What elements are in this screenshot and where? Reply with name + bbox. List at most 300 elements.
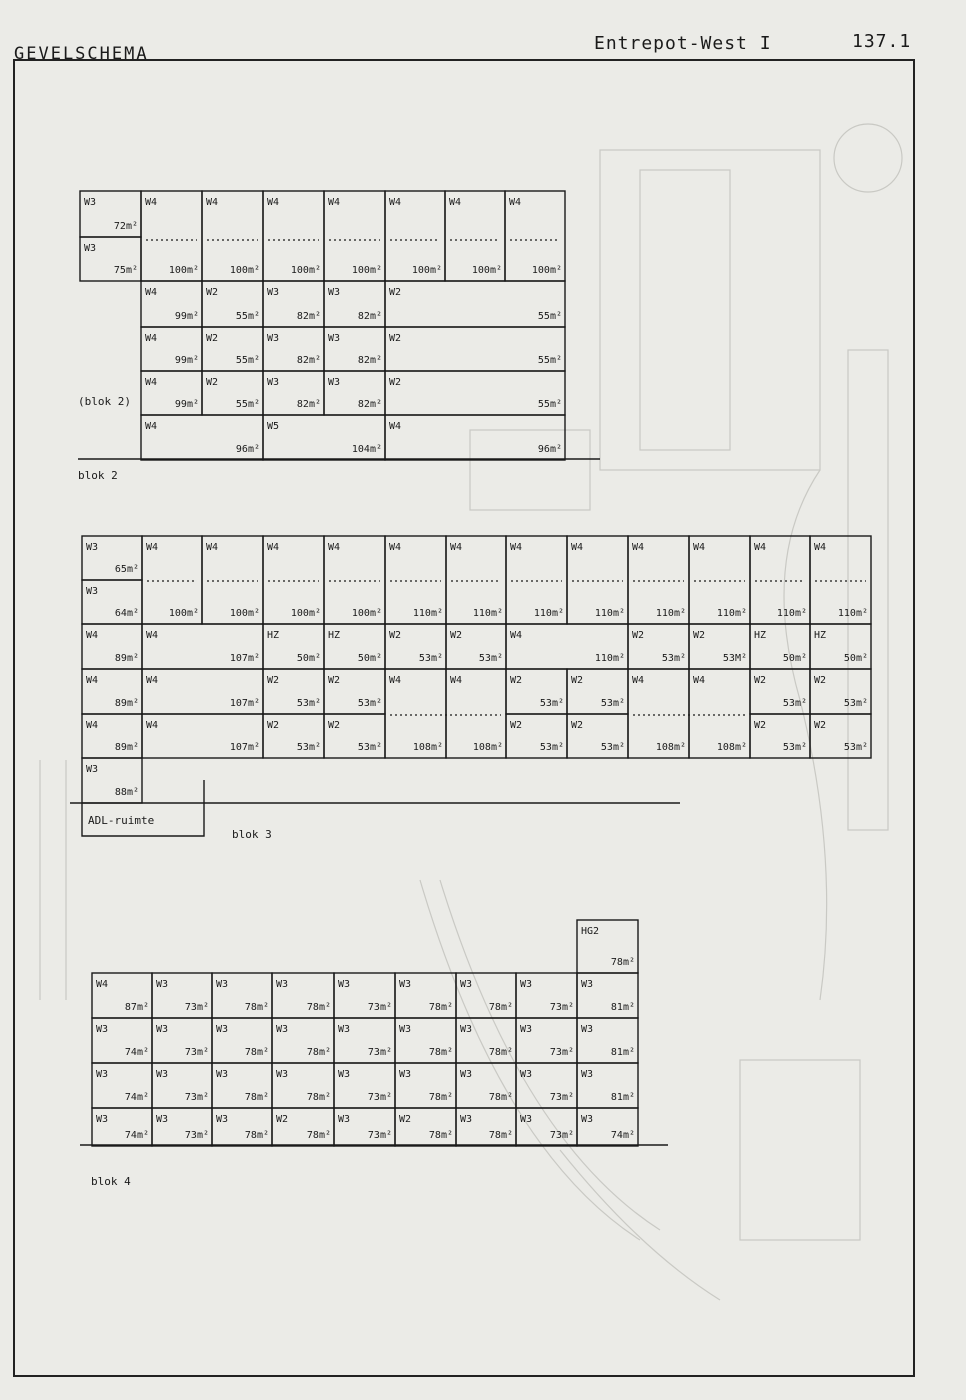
unit-area-label: 65m² (114, 564, 139, 575)
unit-type-label: W3 (328, 377, 341, 388)
blok3-unit (628, 669, 689, 758)
unit-type-label: W3 (338, 1114, 351, 1125)
blok2-unit (263, 415, 385, 460)
unit-type-label: W2 (328, 720, 341, 731)
unit-type-label: W4 (389, 421, 402, 432)
blok4-unit (456, 1108, 516, 1146)
unit-area-label: 53m² (296, 742, 321, 753)
unit-area-label: 53m² (296, 698, 321, 709)
unit-area-label: 73m² (367, 1130, 392, 1141)
unit-area-label: 73m² (549, 1092, 574, 1103)
drawing-title: GEVELSCHEMA (14, 44, 149, 64)
unit-area-label: 55m² (537, 355, 562, 366)
blok3-unit (689, 624, 750, 669)
unit-area-label: 100m² (168, 265, 199, 276)
unit-type-label: W4 (389, 542, 402, 553)
unit-type-label: W3 (96, 1024, 109, 1035)
blok3-unit (82, 669, 142, 714)
blok2-unit (141, 371, 202, 415)
blok2-unit (263, 327, 324, 371)
unit-area-label: 104m² (351, 444, 382, 455)
blok2-unit (324, 371, 385, 415)
unit-area-label: 107m² (229, 742, 260, 753)
unit-type-label: W2 (814, 675, 827, 686)
unit-type-label: W4 (145, 421, 158, 432)
unit-type-label: W4 (632, 542, 645, 553)
blok2-unit (385, 281, 565, 327)
unit-area-label: 75m² (113, 265, 138, 276)
blok4-unit (334, 1063, 395, 1108)
unit-type-label: W4 (267, 542, 280, 553)
unit-type-label: W3 (267, 377, 280, 388)
blok3-unit (628, 536, 689, 624)
blok2-unit (445, 191, 505, 281)
unit-type-label: W3 (267, 333, 280, 344)
unit-area-label: 53m² (782, 698, 807, 709)
blok2-unit (505, 191, 565, 281)
unit-type-label: W3 (460, 1114, 473, 1125)
unit-type-label: W3 (460, 1069, 473, 1080)
unit-area-label: 73m² (184, 1002, 209, 1013)
blok3-unit (446, 536, 506, 624)
unit-type-label: W3 (328, 333, 341, 344)
unit-area-label: 78m² (244, 1002, 269, 1013)
unit-type-label: W3 (86, 542, 99, 553)
blok4-unit (212, 973, 272, 1018)
unit-area-label: 74m² (124, 1047, 149, 1058)
blok3-unit (263, 669, 324, 714)
unit-type-label: W3 (276, 1024, 289, 1035)
unit-area-label: 110m² (533, 608, 564, 619)
unit-area-label: 50m² (296, 653, 321, 664)
unit-type-label: W3 (460, 979, 473, 990)
unit-type-label: W2 (206, 287, 219, 298)
unit-area-label: 78m² (244, 1130, 269, 1141)
unit-area-label: 78m² (306, 1092, 331, 1103)
unit-type-label: W4 (86, 630, 99, 641)
blok3-unit (750, 714, 810, 758)
unit-type-label: W3 (399, 1024, 412, 1035)
unit-type-label: W4 (145, 377, 158, 388)
unit-type-label: W3 (276, 979, 289, 990)
unit-area-label: 89m² (114, 653, 139, 664)
unit-type-label: W3 (84, 243, 97, 254)
blok3-unit (385, 669, 446, 758)
unit-type-label: W2 (754, 675, 767, 686)
unit-area-label: 110m² (655, 608, 686, 619)
blok4-unit (212, 1018, 272, 1063)
unit-area-label: 99m² (174, 311, 199, 322)
blok2-unit (324, 191, 385, 281)
unit-area-label: 82m² (357, 311, 382, 322)
unit-area-label: 78m² (488, 1002, 513, 1013)
unit-area-label: 73m² (367, 1002, 392, 1013)
unit-area-label: 53m² (418, 653, 443, 664)
unit-area-label: 89m² (114, 742, 139, 753)
unit-type-label: W4 (86, 675, 99, 686)
unit-type-label: W4 (86, 720, 99, 731)
blok-2-grid (80, 191, 565, 460)
blok2-unit (141, 415, 263, 460)
unit-type-label: W4 (267, 197, 280, 208)
unit-type-label: W2 (450, 630, 463, 641)
blok2-unit (202, 327, 263, 371)
unit-type-label: W2 (206, 333, 219, 344)
unit-type-label: W2 (267, 720, 280, 731)
blok4-unit (516, 1108, 577, 1146)
unit-type-label: W2 (389, 377, 402, 388)
blok4-unit (577, 973, 638, 1018)
blok4-unit (334, 1108, 395, 1146)
page-number: 137.1 (852, 31, 912, 52)
unit-type-label: W4 (145, 197, 158, 208)
unit-type-label: W4 (146, 675, 159, 686)
unit-area-label: 53m² (539, 742, 564, 753)
unit-area-label: 74m² (124, 1130, 149, 1141)
project-name: Entrepot-West I (594, 33, 772, 54)
unit-type-label: W3 (328, 287, 341, 298)
unit-area-label: 78m² (244, 1092, 269, 1103)
blok3-unit (750, 624, 810, 669)
unit-area-label: 78m² (306, 1130, 331, 1141)
unit-area-label: 100m² (168, 608, 199, 619)
blok3-unit (567, 714, 628, 758)
unit-area-label: 89m² (114, 698, 139, 709)
unit-type-label: W3 (581, 1069, 594, 1080)
blok4-unit (456, 1018, 516, 1063)
unit-area-label: 82m² (357, 355, 382, 366)
unit-area-label: 96m² (537, 444, 562, 455)
unit-area-label: 53m² (478, 653, 503, 664)
blok4-unit (92, 1018, 152, 1063)
blok4-unit (577, 1108, 638, 1146)
blok3-unit (324, 714, 385, 758)
unit-type-label: W3 (520, 1114, 533, 1125)
unit-type-label: W3 (216, 1024, 229, 1035)
unit-area-label: 55m² (537, 311, 562, 322)
unit-type-label: W3 (96, 1114, 109, 1125)
unit-area-label: 53m² (782, 742, 807, 753)
unit-area-label: 99m² (174, 399, 199, 410)
blok4-unit (152, 1018, 212, 1063)
blok4-unit (334, 973, 395, 1018)
unit-area-label: 53M² (722, 653, 747, 664)
unit-type-label: W3 (216, 1069, 229, 1080)
unit-area-label: 72m² (113, 221, 138, 232)
unit-type-label: W4 (145, 287, 158, 298)
unit-type-label: W4 (206, 197, 219, 208)
unit-type-label: HZ (328, 630, 341, 641)
blok4-unit (334, 1018, 395, 1063)
blok3-unit (324, 624, 385, 669)
unit-type-label: W3 (520, 1069, 533, 1080)
unit-type-label: W3 (338, 979, 351, 990)
unit-area-label: 87m² (124, 1002, 149, 1013)
adl-ruimte-label: ADL-ruimte (88, 814, 155, 827)
unit-area-label: 53m² (843, 698, 868, 709)
unit-type-label: W4 (146, 720, 159, 731)
blok2-unit (385, 327, 565, 371)
unit-area-label: 110m² (594, 653, 625, 664)
unit-area-label: 78m² (428, 1092, 453, 1103)
blok4-unit (152, 1108, 212, 1146)
unit-area-label: 82m² (296, 399, 321, 410)
blok-3-label: blok 3 (232, 828, 272, 841)
blok2-unit (141, 327, 202, 371)
unit-area-label: 99m² (174, 355, 199, 366)
unit-area-label: 50m² (357, 653, 382, 664)
unit-area-label: 53m² (357, 698, 382, 709)
blok3-unit (202, 536, 263, 624)
blok2-unit (385, 415, 565, 460)
blok4-unit (152, 973, 212, 1018)
unit-area-label: 74m² (610, 1130, 635, 1141)
unit-area-label: 110m² (716, 608, 747, 619)
unit-type-label: W3 (338, 1069, 351, 1080)
blok4-unit (395, 1063, 456, 1108)
unit-type-label: W4 (693, 675, 706, 686)
unit-type-label: W3 (156, 1024, 169, 1035)
blok3-unit (446, 624, 506, 669)
unit-type-label: W4 (389, 675, 402, 686)
unit-type-label: W4 (146, 542, 159, 553)
unit-area-label: 88m² (114, 787, 139, 798)
blok3-unit (506, 714, 567, 758)
unit-area-label: 78m² (610, 957, 635, 968)
blok3-unit (82, 758, 142, 803)
blok3-unit (689, 536, 750, 624)
blok2-unit (324, 281, 385, 327)
unit-area-label: 53m² (661, 653, 686, 664)
blok3-unit (263, 714, 324, 758)
blok3-unit (810, 536, 871, 624)
unit-area-label: 108m² (412, 742, 443, 753)
blok2-unit (385, 191, 445, 281)
unit-area-label: 78m² (428, 1002, 453, 1013)
blok2-unit (202, 371, 263, 415)
blok4-unit (92, 1108, 152, 1146)
blok4-unit (395, 973, 456, 1018)
unit-type-label: HG2 (581, 926, 600, 937)
blok4-unit (516, 973, 577, 1018)
blok-2-side-label: (blok 2) (78, 395, 131, 408)
unit-area-label: 78m² (488, 1047, 513, 1058)
blok2-unit (141, 281, 202, 327)
blok2-unit (263, 371, 324, 415)
unit-area-label: 100m² (351, 608, 382, 619)
unit-type-label: W3 (267, 287, 280, 298)
unit-area-label: 55m² (235, 355, 260, 366)
unit-area-label: 100m² (290, 265, 321, 276)
unit-area-label: 100m² (290, 608, 321, 619)
unit-area-label: 78m² (244, 1047, 269, 1058)
blok2-unit (202, 191, 263, 281)
blok3-unit (82, 580, 142, 624)
unit-type-label: W3 (86, 764, 99, 775)
blok2-unit (263, 191, 324, 281)
blok2-unit (202, 281, 263, 327)
unit-area-label: 73m² (549, 1047, 574, 1058)
blok4-unit (395, 1108, 456, 1146)
blok3-unit (324, 669, 385, 714)
unit-type-label: W3 (399, 979, 412, 990)
unit-type-label: W2 (571, 675, 584, 686)
unit-area-label: 53m² (357, 742, 382, 753)
blok3-unit (446, 669, 506, 758)
blok3-unit (628, 624, 689, 669)
unit-area-label: 73m² (367, 1092, 392, 1103)
blok4-unit (272, 1018, 334, 1063)
blok3-unit (385, 536, 446, 624)
unit-area-label: 78m² (488, 1130, 513, 1141)
blok3-unit (506, 669, 567, 714)
unit-type-label: W4 (693, 542, 706, 553)
blok3-unit (142, 624, 263, 669)
unit-type-label: W4 (450, 542, 463, 553)
unit-type-label: W2 (510, 720, 523, 731)
adl-ruimte-outline (82, 780, 204, 836)
unit-type-label: W4 (632, 675, 645, 686)
unit-area-label: 73m² (367, 1047, 392, 1058)
unit-type-label: W2 (571, 720, 584, 731)
unit-type-label: W4 (571, 542, 584, 553)
unit-area-label: 107m² (229, 653, 260, 664)
blok4-unit (272, 973, 334, 1018)
unit-type-label: W3 (338, 1024, 351, 1035)
unit-area-label: 100m² (471, 265, 502, 276)
blok4-unit (577, 920, 638, 973)
blok4-unit (577, 1063, 638, 1108)
unit-area-label: 78m² (428, 1047, 453, 1058)
unit-type-label: W2 (389, 287, 402, 298)
unit-area-label: 100m² (411, 265, 442, 276)
unit-area-label: 110m² (472, 608, 503, 619)
unit-type-label: W3 (581, 1114, 594, 1125)
blok3-unit (750, 536, 810, 624)
unit-type-label: W2 (814, 720, 827, 731)
unit-type-label: W4 (328, 542, 341, 553)
unit-type-label: W2 (693, 630, 706, 641)
unit-area-label: 50m² (843, 653, 868, 664)
blok3-unit (263, 624, 324, 669)
unit-type-label: W3 (581, 979, 594, 990)
unit-type-label: W4 (449, 197, 462, 208)
unit-area-label: 53m² (539, 698, 564, 709)
unit-area-label: 55m² (235, 399, 260, 410)
unit-area-label: 81m² (610, 1092, 635, 1103)
unit-area-label: 74m² (124, 1092, 149, 1103)
blok3-unit (750, 669, 810, 714)
blok4-unit (272, 1063, 334, 1108)
unit-type-label: W3 (460, 1024, 473, 1035)
unit-type-label: W2 (206, 377, 219, 388)
blok3-unit (263, 536, 324, 624)
unit-area-label: 53m² (600, 742, 625, 753)
unit-type-label: W4 (206, 542, 219, 553)
unit-area-label: 73m² (549, 1130, 574, 1141)
blok-3-grid (82, 536, 871, 836)
blok3-unit (142, 669, 263, 714)
unit-area-label: 82m² (357, 399, 382, 410)
blok4-unit (516, 1018, 577, 1063)
unit-area-label: 78m² (488, 1092, 513, 1103)
blok2-unit (80, 191, 141, 237)
unit-type-label: W4 (510, 542, 523, 553)
blok2-unit (80, 237, 141, 281)
blok2-unit (324, 327, 385, 371)
unit-type-label: W4 (96, 979, 109, 990)
unit-area-label: 108m² (472, 742, 503, 753)
unit-area-label: 108m² (655, 742, 686, 753)
blok3-unit (82, 714, 142, 758)
blok4-unit (152, 1063, 212, 1108)
unit-area-label: 110m² (412, 608, 443, 619)
unit-type-label: W5 (267, 421, 280, 432)
unit-type-label: W2 (399, 1114, 412, 1125)
blok4-unit (516, 1063, 577, 1108)
unit-area-label: 78m² (306, 1002, 331, 1013)
unit-area-label: 73m² (184, 1092, 209, 1103)
unit-type-label: W3 (86, 586, 99, 597)
unit-type-label: W4 (145, 333, 158, 344)
blok3-unit (810, 669, 871, 714)
unit-type-label: W3 (96, 1069, 109, 1080)
unit-type-label: W3 (399, 1069, 412, 1080)
blok4-unit (577, 1018, 638, 1063)
unit-type-label: W4 (814, 542, 827, 553)
blok3-unit (689, 669, 750, 758)
blok3-unit (324, 536, 385, 624)
unit-area-label: 100m² (229, 265, 260, 276)
unit-area-label: 53m² (843, 742, 868, 753)
blok3-unit (142, 714, 263, 758)
unit-area-label: 55m² (537, 399, 562, 410)
unit-area-label: 81m² (610, 1047, 635, 1058)
unit-area-label: 110m² (776, 608, 807, 619)
unit-area-label: 96m² (235, 444, 260, 455)
blok-2-label: blok 2 (78, 469, 118, 482)
unit-type-label: W2 (328, 675, 341, 686)
blok4-unit (92, 1063, 152, 1108)
unit-type-label: W3 (276, 1069, 289, 1080)
blok2-unit (141, 191, 202, 281)
blok4-unit (92, 973, 152, 1018)
unit-type-label: W2 (276, 1114, 289, 1125)
unit-type-label: HZ (267, 630, 280, 641)
blok3-unit (385, 624, 446, 669)
blok3-unit (810, 714, 871, 758)
blok2-unit (385, 371, 565, 415)
blok4-unit (456, 973, 516, 1018)
unit-area-label: 100m² (229, 608, 260, 619)
blok4-unit (395, 1018, 456, 1063)
unit-type-label: W2 (389, 630, 402, 641)
unit-area-label: 110m² (594, 608, 625, 619)
unit-area-label: 82m² (296, 311, 321, 322)
unit-area-label: 53m² (600, 698, 625, 709)
unit-type-label: W3 (156, 1069, 169, 1080)
unit-type-label: W3 (581, 1024, 594, 1035)
unit-type-label: HZ (814, 630, 827, 641)
blok4-unit (272, 1108, 334, 1146)
unit-type-label: HZ (754, 630, 767, 641)
unit-type-label: W3 (216, 1114, 229, 1125)
unit-type-label: W4 (146, 630, 159, 641)
unit-area-label: 82m² (296, 355, 321, 366)
blok3-unit (506, 536, 567, 624)
blok4-unit (212, 1063, 272, 1108)
unit-area-label: 55m² (235, 311, 260, 322)
